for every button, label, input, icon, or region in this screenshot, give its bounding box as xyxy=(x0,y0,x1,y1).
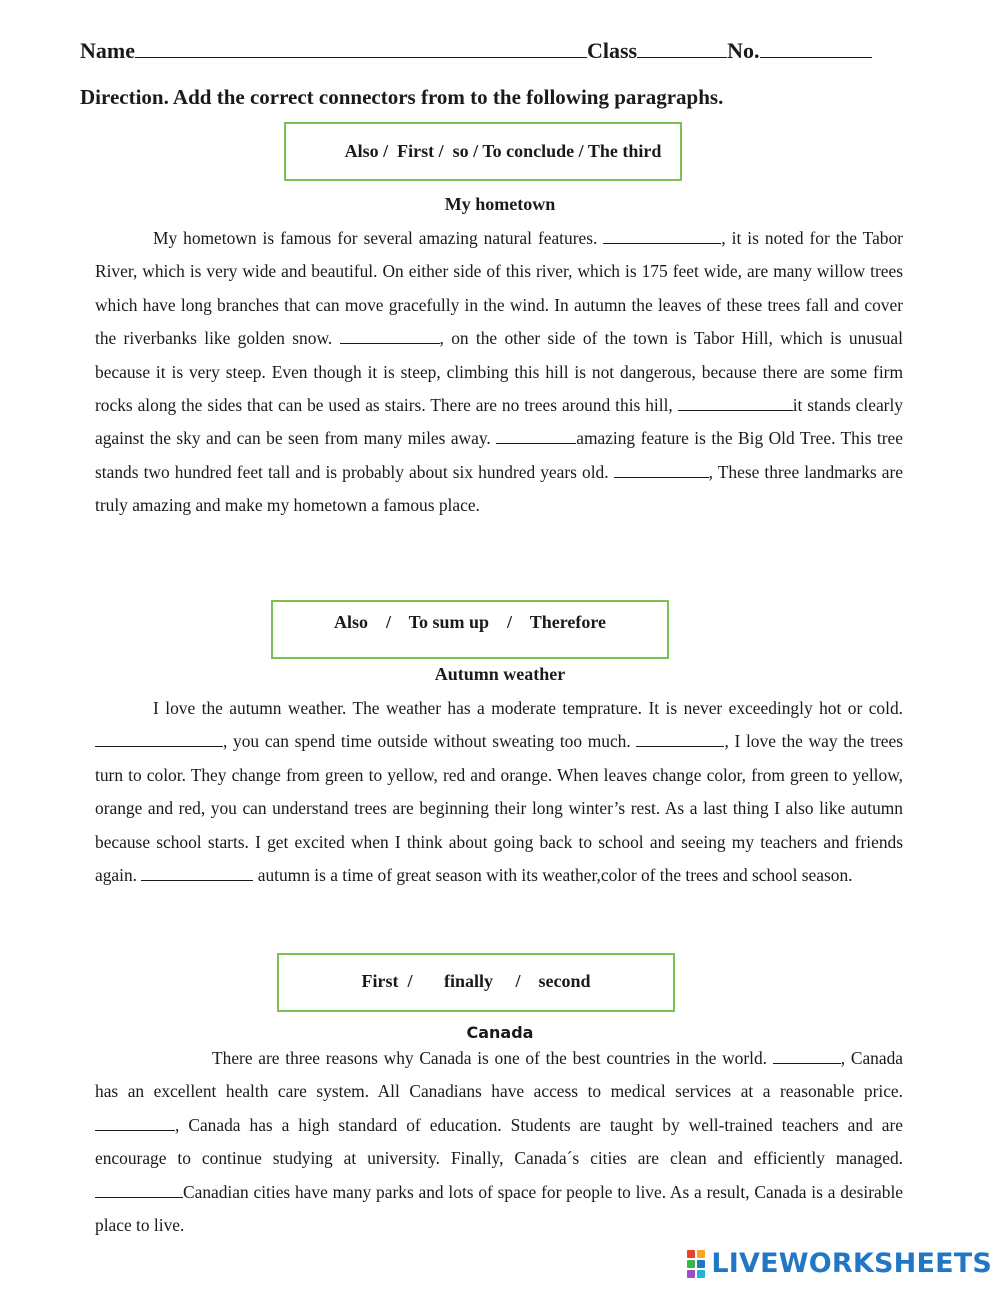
class-field[interactable] xyxy=(637,39,727,58)
paragraph-3-text-4: Canadian cities have many parks and lots of space for people to live. As a result, Canada is a desirable place to live. xyxy=(95,1181,903,1236)
paragraph-3 xyxy=(95,1042,903,1242)
logo-square xyxy=(687,1270,695,1278)
word-bank-1 xyxy=(284,122,682,181)
blank-1[interactable] xyxy=(603,225,721,244)
paragraph-3-text-2: , Canada has an excellent health care system. All Canadians have access to medical services at a reasonable price. xyxy=(95,1048,903,1102)
direction-text: Direction. Add the correct connectors from to the following paragraphs. xyxy=(80,85,724,109)
blank-8[interactable] xyxy=(141,862,253,881)
logo-mark-icon xyxy=(687,1250,705,1278)
paragraph-1-text-2: , it is noted for the Tabor River, which is very wide and beautiful. On either side of this river, which is 175 feet wide, are many willow trees which have long branches that can move gracefully in the wind. In autumn the leaves of these trees fall and cover the riverbanks like golden snow. xyxy=(95,228,903,349)
logo-text: LIVEWORKSHEETS xyxy=(711,1248,992,1279)
student-info-line xyxy=(80,38,872,64)
logo-square xyxy=(697,1260,705,1268)
word-bank-2 xyxy=(271,600,669,659)
number-label: No. xyxy=(727,38,760,63)
section-title-1: My hometown xyxy=(444,194,556,214)
blank-7[interactable] xyxy=(636,728,724,747)
blank-5[interactable] xyxy=(614,459,709,478)
paragraph-3-text-1: There are three reasons why Canada is one of the best countries in the world. xyxy=(212,1048,768,1068)
word-bank-1-text: Also / First / so / To conclude / The third xyxy=(344,141,662,161)
blank-4[interactable] xyxy=(496,425,576,444)
class-label: Class xyxy=(586,38,638,63)
name-label: Name xyxy=(80,38,135,63)
word-bank-3-text: First / finally / second xyxy=(361,971,591,991)
paragraph-1 xyxy=(95,222,903,523)
paragraph-1-text-6: , These three landmarks are truly amazing and make my hometown a famous place. xyxy=(95,461,904,516)
blank-9[interactable] xyxy=(773,1045,841,1064)
blank-2[interactable] xyxy=(340,325,440,344)
paragraph-1-text-1: My hometown is famous for several amazing natural features. xyxy=(153,228,598,248)
logo-square xyxy=(687,1250,695,1258)
paragraph-2-text-4: autumn is a time of great season with its weather,color of the trees and school season. xyxy=(257,865,853,886)
paragraph-2-text-3: , I love the way the trees turn to color. They change from green to yellow, red and orange. When leaves change color, from green to yellow, orange and red, you can understand trees are beginning their long winter’s rest. As a last thing I also like autumn because school starts. I get excited when I think about going back to school and seeing my teachers and friends again. xyxy=(95,731,903,886)
blank-3[interactable] xyxy=(678,392,793,411)
logo-square xyxy=(697,1250,705,1258)
word-bank-3 xyxy=(277,953,675,1012)
section-title-3: Canada xyxy=(466,1023,534,1042)
blank-10[interactable] xyxy=(95,1112,175,1131)
paragraph-1-text-5: amazing feature is the Big Old Tree. This tree stands two hundred feet tall and is probably about six hundred years old. xyxy=(95,428,903,482)
paragraph-2-text-1: I love the autumn weather. The weather has a moderate temprature. It is never exceedingly hot or cold. xyxy=(153,698,903,718)
name-field[interactable] xyxy=(135,39,587,58)
logo-square xyxy=(697,1270,705,1278)
paragraph-1-text-4: it stands clearly against the sky and can be seen from many miles away. xyxy=(95,395,903,449)
liveworksheets-logo xyxy=(687,1248,992,1279)
paragraph-2 xyxy=(95,692,903,892)
paragraph-3-text-3: , Canada has a high standard of education. Students are taught by well-trained teachers and are encourage to continue studying at university. Finally, Canada´s cities are clean and efficiently managed. xyxy=(95,1114,903,1169)
number-field[interactable] xyxy=(760,39,872,58)
section-title-2: Autumn weather xyxy=(434,664,566,684)
word-bank-2-text: Also / To sum up / Therefore xyxy=(333,612,607,632)
blank-11[interactable] xyxy=(95,1179,183,1198)
paragraph-2-text-2: , you can spend time outside without sweating too much. xyxy=(223,731,631,752)
paragraph-1-text-3: , on the other side of the town is Tabor Hill, which is unusual because it is very steep. Even though it is steep, climbing this hill is not dangerous, because there are some firm rocks along the sides that can be used as stairs. There are no trees around this hill, xyxy=(95,328,903,416)
blank-6[interactable] xyxy=(95,728,223,747)
logo-square xyxy=(687,1260,695,1268)
